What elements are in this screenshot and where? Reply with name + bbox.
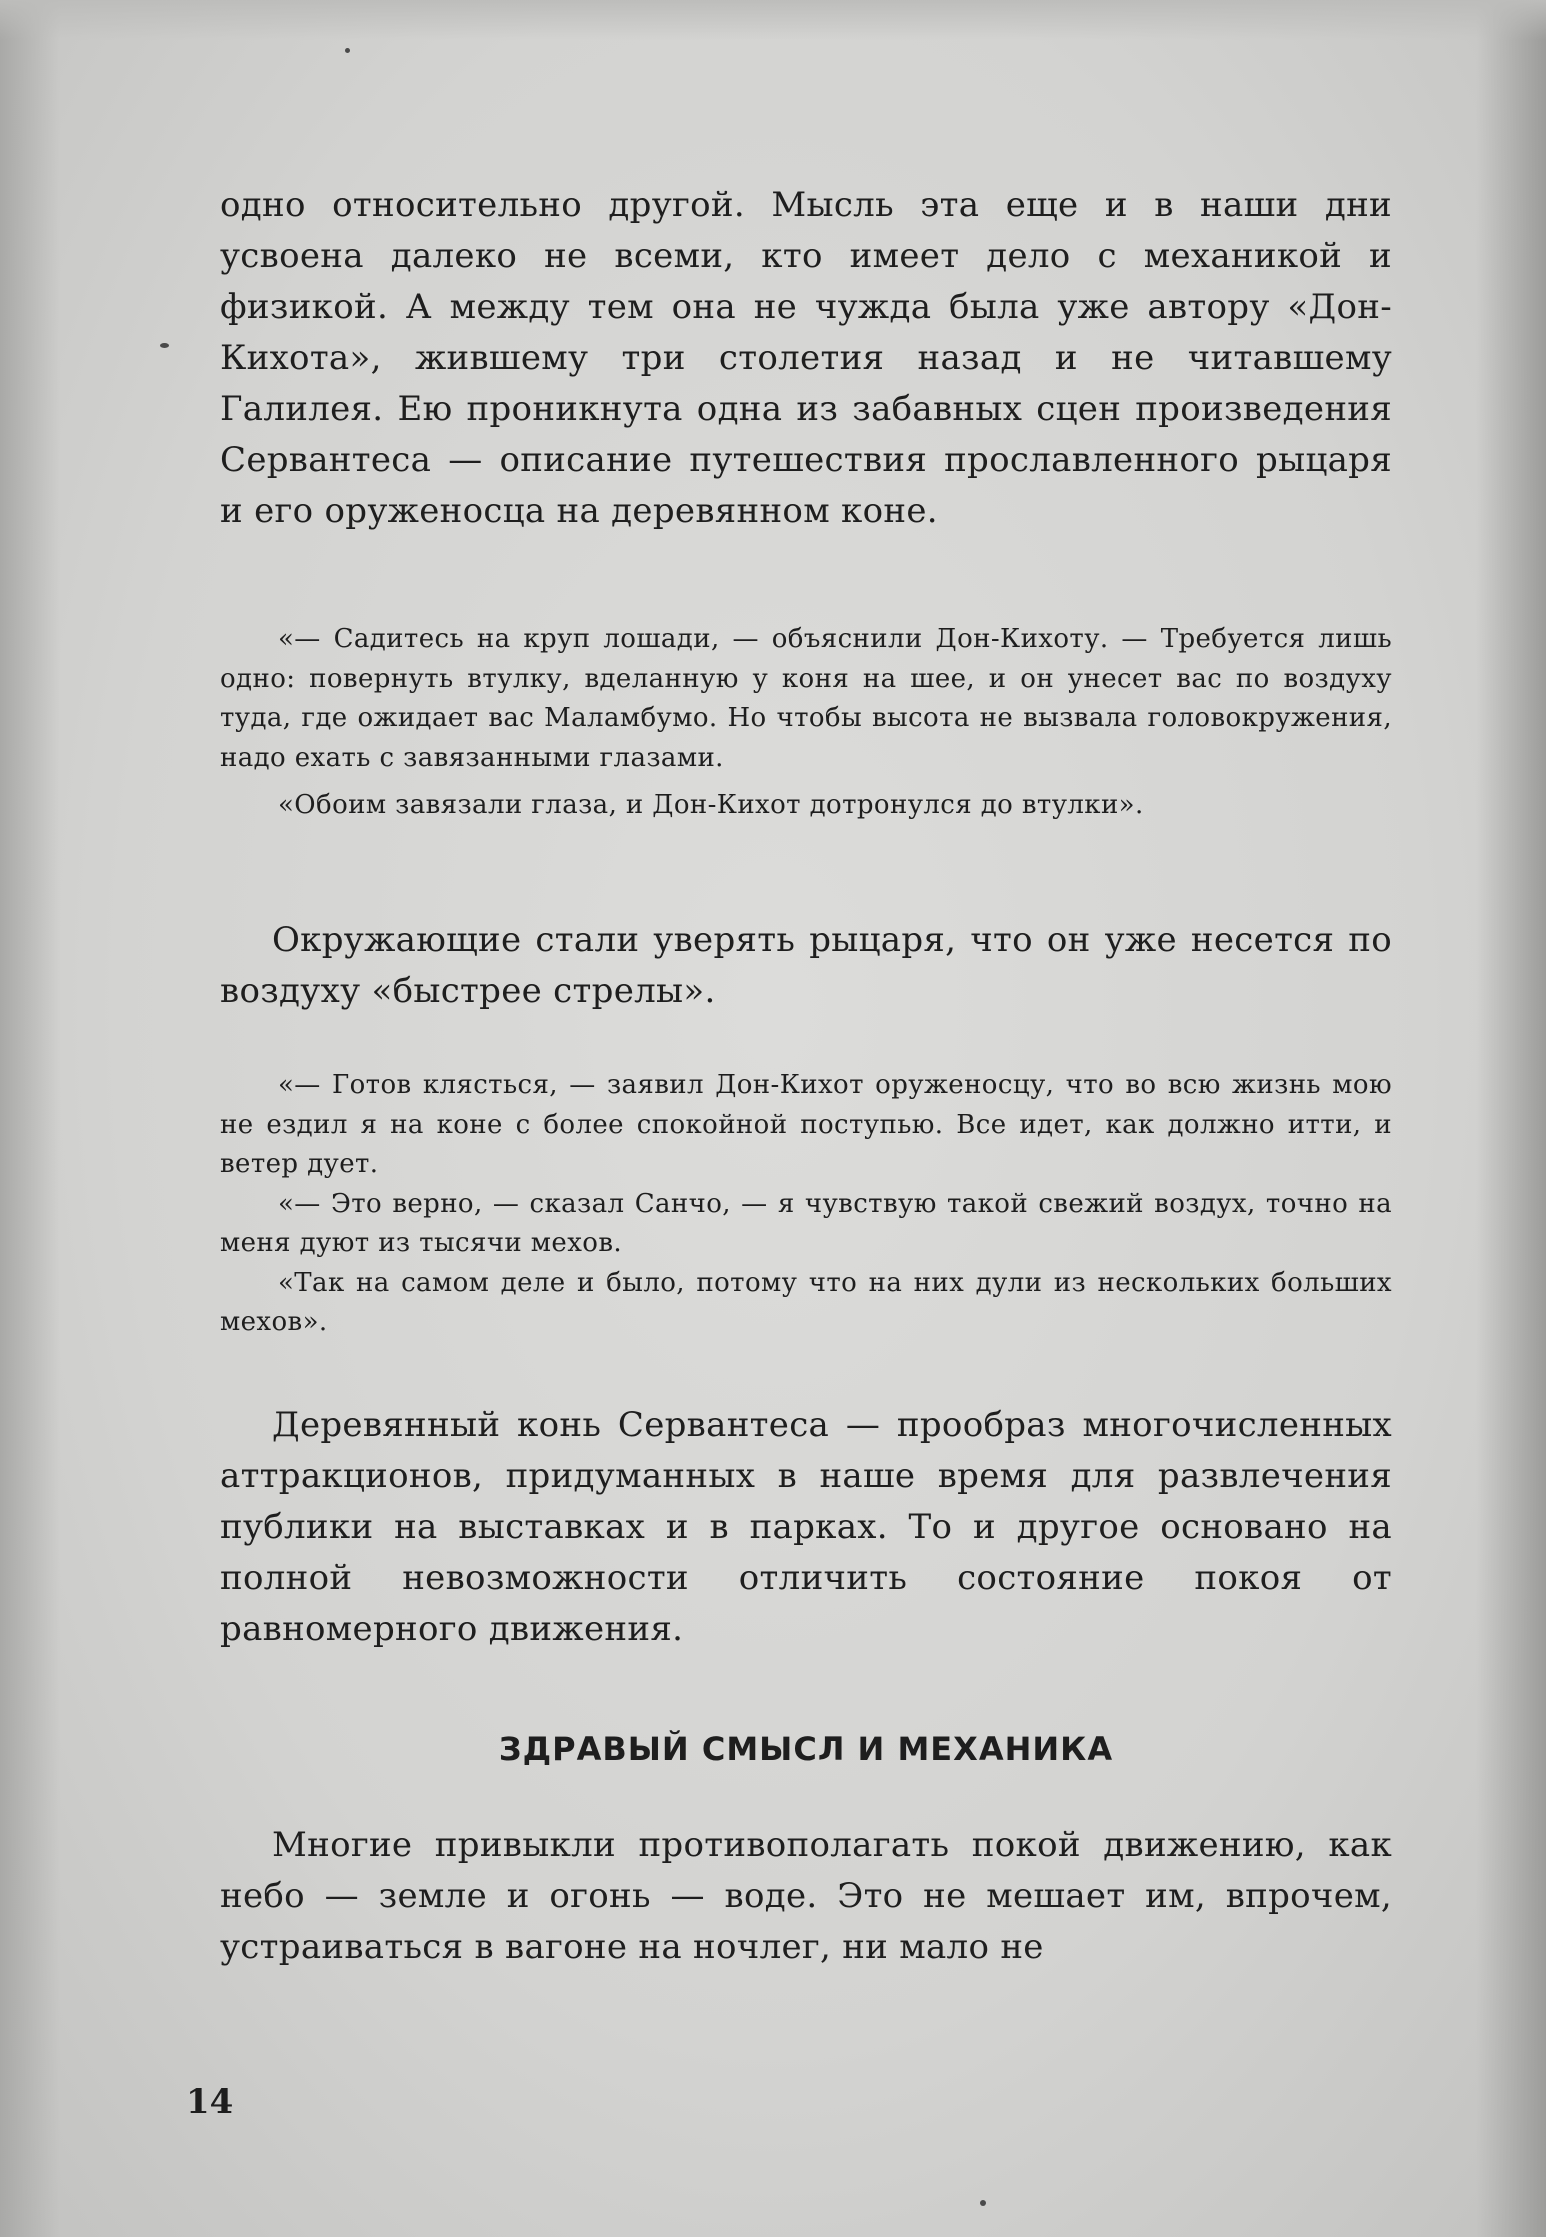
page-edge-left [0, 0, 60, 2237]
quote-4: «— Это верно, — сказал Санчо, — я чувствую такой свежий воздух, точно на меня дуют из тысячи мехов. [220, 1188, 1392, 1258]
quote-1: «— Садитесь на круп лошади, — объяснили Дон-Кихоту. — Требуется лишь одно: повернуть втулку, вделанную у коня на шее, и он унесет вас по воздуху туда, где ожидает вас Маламбумо. Но чтобы высота не вызвала головокружения, надо ехать с завязанными глазами. [220, 624, 1392, 773]
paragraph-block-3 [220, 1400, 1392, 1655]
page-edge-right [1476, 0, 1546, 2237]
quote-2: «Обоим завязали глаза, и Дон-Кихот дотронулся до втулки». [278, 790, 1144, 820]
print-speck [980, 2200, 986, 2206]
quote-3: «— Готов клясться, — заявил Дон-Кихот оруженосцу, что во всю жизнь мою не ездил я на коне с более спокойной поступью. Все идет, как должно итти, и ветер дует. [220, 1070, 1392, 1179]
quote-block-1 [220, 620, 1392, 826]
page-edge-top [0, 0, 1546, 40]
paragraph-block-4 [220, 1820, 1392, 1973]
print-speck [345, 48, 350, 53]
section-heading: ЗДРАВЫЙ СМЫСЛ И МЕХАНИКА [498, 1730, 1114, 1768]
print-speck [160, 343, 169, 348]
quote-block-2 [220, 1066, 1392, 1343]
paragraph-4: Многие привыкли противополагать покой движению, как небо — земле и огонь — воде. Это не мешает им, впрочем, устраиваться в вагоне на ночлег, ни мало не [220, 1825, 1392, 1967]
paragraph-3: Деревянный конь Сервантеса — прообраз многочисленных аттракционов, придуманных в наше время для развлечения публики на выставках и в парках. То и другое основано на полной невозможности отличить состояние покоя от равномерного движения. [220, 1405, 1392, 1649]
paragraph-block-1 [220, 180, 1392, 537]
quote-5: «Так на самом деле и было, потому что на них дули из нескольких больших мехов». [220, 1267, 1392, 1337]
paragraph-block-2 [220, 915, 1392, 1017]
page-number: 14 [186, 2082, 234, 2122]
paragraph-2: Окружающие стали уверять рыцаря, что он уже несется по воздуху «быстрее стрелы». [220, 920, 1392, 1011]
paragraph-1: одно относительно другой. Мысль эта еще и в наши дни усвоена далеко не всеми, кто имеет дело с механикой и физикой. А между тем она не чужда была уже автору «Дон-Кихота», жившему три столетия назад и не читавшему Галилея. Ею проникнута одна из забавных сцен произведения Сервантеса — описание путешествия прославленного рыцаря и его оруженосца на деревянном коне. [220, 185, 1392, 531]
